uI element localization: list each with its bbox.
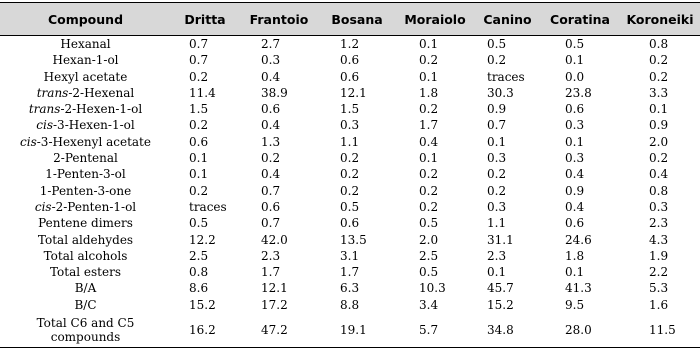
value-cell: 0.4 (261, 167, 281, 182)
value-cell: 0.5 (419, 265, 439, 280)
value-cell: 0.1 (487, 265, 507, 280)
compound-name: 2-Pentenal (53, 151, 118, 166)
compound-name-cell (0, 199, 171, 215)
header-koroneiki: Koroneiki (620, 3, 700, 36)
compound-name: Total alcohols (43, 248, 128, 263)
table-row (0, 313, 700, 348)
compound-name: 1-Penten-3-ol (45, 167, 126, 182)
value-cell: 16.2 (171, 313, 239, 348)
value-cell: 0.2 (419, 53, 439, 68)
table-row (0, 134, 700, 150)
value-cell: 1.8 (565, 248, 585, 263)
table-row (0, 248, 700, 264)
value-cell: 0.7 (261, 183, 281, 198)
compound-name: 1-Penten-3-one (39, 183, 132, 198)
header-coratina: Coratina (540, 3, 620, 36)
value-cell: 1.9 (649, 248, 669, 263)
value-cell: 47.2 (239, 313, 319, 348)
compound-name-cell (0, 215, 171, 231)
value-cell: 0.2 (261, 151, 281, 166)
compound-name-cell (0, 248, 171, 264)
value-cell: 0.7 (189, 53, 209, 68)
value-cell: 0.8 (649, 37, 669, 51)
value-cell: 13.5 (340, 232, 367, 247)
compound-name-cell (0, 36, 171, 53)
value-cell: 24.6 (565, 232, 592, 247)
table-row (0, 69, 700, 85)
value-cell: 23.8 (565, 85, 592, 100)
value-cell: 0.1 (189, 151, 209, 166)
compound-name: Pentene dimers (38, 216, 133, 231)
compound-name-cell (0, 264, 171, 280)
compound-name-cell (0, 85, 171, 101)
table-row (0, 166, 700, 182)
value-cell: 0.6 (565, 102, 585, 117)
compound-name-cell (0, 69, 171, 85)
value-cell: 0.2 (340, 151, 360, 166)
value-cell: 2.5 (189, 248, 209, 263)
header-canino: Canino (475, 3, 540, 36)
table-row (0, 264, 700, 280)
value-cell: 0.3 (261, 53, 281, 68)
value-cell: 0.4 (565, 199, 585, 214)
value-cell: 0.3 (487, 199, 507, 214)
value-cell: 45.7 (487, 281, 514, 296)
compound-name: Hexyl acetate (43, 69, 128, 84)
value-cell: 0.6 (565, 216, 585, 231)
compound-name: -3-Hexen-1-ol (53, 118, 135, 133)
value-cell: 0.6 (261, 102, 281, 117)
value-cell: 12.2 (189, 232, 216, 247)
value-cell: 0.4 (261, 118, 281, 133)
value-cell: 0.5 (340, 199, 360, 214)
value-cell: 0.2 (487, 53, 507, 68)
table-row (0, 199, 700, 215)
value-cell: 38.9 (261, 85, 288, 100)
value-cell: 1.2 (340, 37, 360, 51)
value-cell: 0.2 (649, 151, 669, 166)
value-cell: 0.2 (419, 183, 439, 198)
value-cell: 3.3 (649, 85, 669, 100)
value-cell: 0.2 (487, 167, 507, 182)
value-cell: 3.4 (419, 297, 439, 312)
value-cell: 0.6 (189, 134, 209, 149)
value-cell: 0.1 (189, 167, 209, 182)
value-cell: 0.2 (487, 183, 507, 198)
value-cell: 0.6 (340, 69, 360, 84)
table-body (0, 36, 700, 348)
isomer-prefix: trans (28, 102, 61, 117)
value-cell: 0.2 (419, 167, 439, 182)
value-cell: 0.1 (565, 265, 585, 280)
compound-name-cell (0, 150, 171, 166)
value-cell: 0.1 (419, 37, 439, 51)
table-row (0, 232, 700, 248)
compound-name: Total esters (49, 265, 121, 280)
value-cell: 0.5 (565, 37, 585, 51)
isomer-prefix: cis (20, 134, 37, 149)
compound-name-cell (0, 232, 171, 248)
value-cell: 17.2 (261, 297, 288, 312)
table-row (0, 117, 700, 133)
value-cell: 1.1 (340, 134, 360, 149)
compound-name-cell (0, 166, 171, 182)
table-row (0, 183, 700, 199)
value-cell: 0.6 (261, 199, 281, 214)
value-cell: 1.6 (649, 297, 669, 312)
compound-name-cell (0, 134, 171, 150)
table-row (0, 101, 700, 117)
value-cell: 34.8 (475, 313, 540, 348)
value-cell: 0.7 (261, 216, 281, 231)
compound-name: -3-Hexenyl acetate (36, 134, 151, 149)
compound-name: Total aldehydes (37, 232, 134, 247)
value-cell: 15.2 (487, 297, 514, 312)
value-cell: 8.6 (189, 281, 209, 296)
isomer-prefix: cis (36, 118, 53, 133)
isomer-prefix: cis (34, 199, 52, 214)
value-cell: 0.1 (487, 134, 507, 149)
value-cell: 1.8 (419, 85, 439, 100)
value-cell: 2.3 (261, 248, 281, 263)
compound-name: B/A (74, 281, 97, 296)
value-cell: 2.3 (649, 216, 669, 231)
value-cell: 2.3 (487, 248, 507, 263)
value-cell: 12.1 (340, 85, 367, 100)
value-cell: 6.3 (340, 281, 360, 296)
header-compound: Compound (0, 3, 171, 36)
value-cell: 2.5 (419, 248, 439, 263)
value-cell: 1.7 (419, 118, 439, 133)
header-frantoio: Frantoio (239, 3, 319, 36)
value-cell: 31.1 (487, 232, 514, 247)
value-cell: 41.3 (565, 281, 592, 296)
value-cell: 0.3 (565, 151, 585, 166)
value-cell: 0.3 (649, 199, 669, 214)
value-cell: 5.7 (395, 313, 475, 348)
value-cell: 0.7 (487, 118, 507, 133)
table-row (0, 150, 700, 166)
value-cell: 5.3 (649, 281, 669, 296)
header-dritta: Dritta (171, 3, 239, 36)
compound-name-cell (0, 117, 171, 133)
value-cell: 2.2 (649, 265, 669, 280)
table-row (0, 85, 700, 101)
value-cell: 10.3 (419, 281, 446, 296)
compound-name: -2-Hexenal (68, 85, 135, 100)
value-cell: 1.7 (340, 265, 360, 280)
isomer-prefix: trans (36, 85, 69, 100)
value-cell: 4.3 (649, 232, 669, 247)
compound-name: -2-Penten-1-ol (51, 199, 137, 214)
table-row (0, 36, 700, 53)
value-cell: 0.2 (649, 69, 669, 84)
table-row (0, 297, 700, 313)
header-bosana: Bosana (319, 3, 395, 36)
value-cell: 0.4 (565, 167, 585, 182)
compound-name-cell (0, 280, 171, 296)
value-cell: traces (487, 69, 525, 84)
compound-name: Total C6 and C5 compounds (36, 316, 135, 345)
value-cell: 0.2 (419, 102, 439, 117)
value-cell: 0.5 (419, 216, 439, 231)
value-cell: 0.4 (649, 167, 669, 182)
value-cell: 2.0 (649, 134, 669, 149)
value-cell: 0.1 (565, 53, 585, 68)
value-cell: 0.2 (340, 167, 360, 182)
compound-name-cell (0, 313, 171, 348)
compound-name: B/C (74, 297, 97, 312)
value-cell: 0.2 (649, 53, 669, 68)
value-cell: 0.3 (487, 151, 507, 166)
value-cell: traces (189, 199, 227, 214)
value-cell: 0.2 (419, 199, 439, 214)
value-cell: 9.5 (565, 297, 585, 312)
compound-name: Hexanal (60, 37, 111, 51)
value-cell: 1.7 (261, 265, 281, 280)
value-cell: 0.9 (565, 183, 585, 198)
value-cell: 0.5 (189, 216, 209, 231)
value-cell: 1.1 (487, 216, 507, 231)
compound-name: Hexan-1-ol (52, 53, 119, 68)
value-cell: 30.3 (487, 85, 514, 100)
compound-name-cell (0, 52, 171, 68)
value-cell: 0.2 (189, 183, 209, 198)
value-cell: 0.9 (649, 118, 669, 133)
value-cell: 1.5 (189, 102, 209, 117)
value-cell: 15.2 (189, 297, 216, 312)
compound-name-cell (0, 183, 171, 199)
compound-table (0, 2, 700, 348)
value-cell: 8.8 (340, 297, 360, 312)
value-cell: 11.4 (189, 85, 216, 100)
value-cell: 42.0 (261, 232, 288, 247)
value-cell: 1.3 (261, 134, 281, 149)
value-cell: 0.2 (189, 118, 209, 133)
table-row (0, 215, 700, 231)
value-cell: 12.1 (261, 281, 288, 296)
table-header (0, 3, 700, 36)
value-cell: 11.5 (620, 313, 700, 348)
header-row (0, 3, 700, 36)
value-cell: 0.6 (340, 53, 360, 68)
value-cell: 0.4 (261, 69, 281, 84)
value-cell: 0.1 (419, 151, 439, 166)
value-cell: 0.2 (189, 69, 209, 84)
value-cell: 0.4 (419, 134, 439, 149)
value-cell: 0.8 (189, 265, 209, 280)
value-cell: 0.1 (649, 102, 669, 117)
value-cell: 19.1 (319, 313, 395, 348)
compound-name-cell (0, 101, 171, 117)
value-cell: 28.0 (540, 313, 620, 348)
table-row (0, 280, 700, 296)
compound-name-cell (0, 297, 171, 313)
value-cell: 0.1 (419, 69, 439, 84)
compound-name: -2-Hexen-1-ol (60, 102, 143, 117)
value-cell: 0.3 (565, 118, 585, 133)
header-moraiolo: Moraiolo (395, 3, 475, 36)
value-cell: 0.5 (487, 37, 507, 51)
value-cell: 1.5 (340, 102, 360, 117)
value-cell: 0.0 (565, 69, 585, 84)
value-cell: 0.3 (340, 118, 360, 133)
value-cell: 0.6 (340, 216, 360, 231)
value-cell: 2.0 (419, 232, 439, 247)
value-cell: 0.2 (340, 183, 360, 198)
value-cell: 0.1 (565, 134, 585, 149)
value-cell: 0.8 (649, 183, 669, 198)
table-row (0, 52, 700, 68)
value-cell: 2.7 (261, 37, 281, 51)
value-cell: 0.7 (189, 37, 209, 51)
value-cell: 3.1 (340, 248, 360, 263)
value-cell: 0.9 (487, 102, 507, 117)
